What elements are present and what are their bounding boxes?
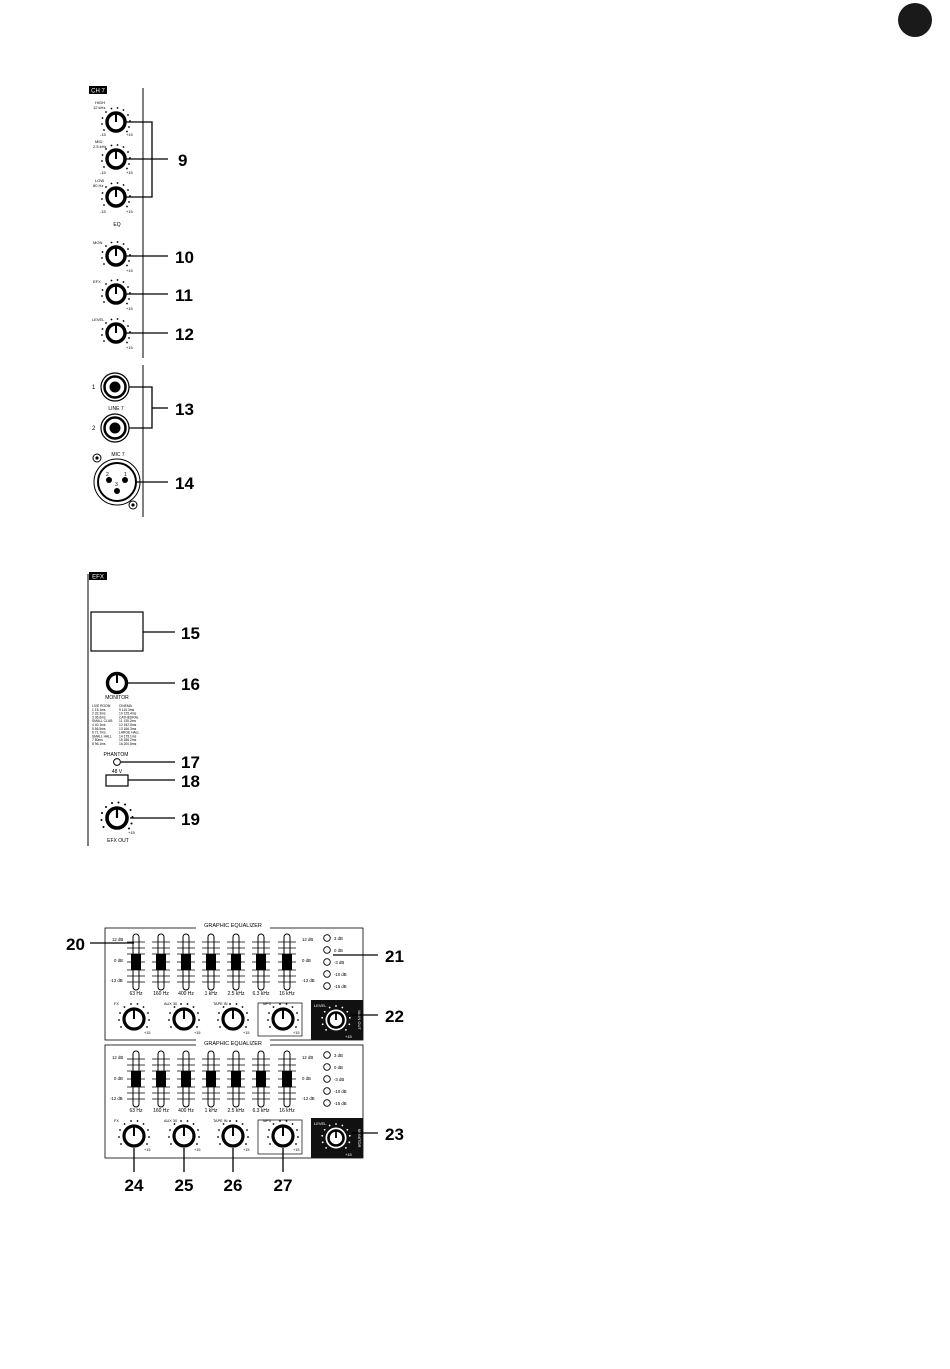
- 48v-switch[interactable]: [106, 775, 128, 786]
- knob-max-label: +15: [293, 1031, 300, 1035]
- level-max-label: +15: [345, 1034, 352, 1039]
- knob-label: AUX 30: [164, 1002, 178, 1006]
- led-label: 3 dB: [334, 935, 343, 941]
- led-label: -3 dB: [334, 1076, 345, 1082]
- preset-item: CATHEDRAL: [119, 715, 139, 720]
- scale-mid: 0 dB: [302, 958, 311, 963]
- level-led: [324, 1064, 331, 1071]
- level-led: [324, 1088, 331, 1095]
- led-label: -10 dB: [334, 1088, 347, 1094]
- preset-item: 15 186.2ms: [119, 738, 137, 743]
- callout-24: 24: [124, 1176, 144, 1195]
- band-label: 400 Hz: [178, 991, 194, 997]
- callout-25: 25: [174, 1176, 194, 1195]
- led-label: 3 dB: [334, 1052, 343, 1058]
- scale-top: 12 dB: [112, 1055, 124, 1060]
- eq-panel-title: GRAPHIC EQUALIZER: [204, 923, 262, 929]
- preset-item: 8 96.1ms: [92, 742, 106, 746]
- scale-bottom: -12 dB: [110, 978, 123, 983]
- preset-item: 5 56.5ms: [92, 726, 106, 731]
- efx-display: [91, 612, 143, 651]
- 48v-label: 48 V: [111, 769, 123, 775]
- knob-max-label: +15: [243, 1031, 250, 1035]
- knob-max-label: +15: [243, 1148, 250, 1152]
- line-label: LINE 7: [108, 406, 124, 412]
- min-label: -15: [100, 132, 106, 137]
- callout-18: 18: [181, 772, 200, 791]
- monitor-label: MONITOR: [105, 695, 129, 701]
- level-led: [324, 1076, 331, 1083]
- max-label: +15: [126, 209, 133, 214]
- band-label: 1 kHz: [204, 991, 218, 997]
- max-label: +15: [126, 132, 133, 137]
- led-label: -3 dB: [334, 959, 345, 965]
- band-label: 2.5 kHz: [227, 991, 245, 997]
- callout-15: 15: [181, 624, 200, 643]
- mon-knob[interactable]: [101, 241, 131, 266]
- callout-21: 21: [385, 947, 404, 966]
- scale-top: 12 dB: [302, 937, 314, 942]
- band-label: 160 Hz: [153, 1108, 169, 1114]
- band-label: 6.3 kHz: [252, 1108, 270, 1114]
- scale-mid: 0 dB: [302, 1076, 311, 1081]
- knob-label: AUX 30: [164, 1119, 178, 1123]
- mon-label: MON: [93, 240, 103, 245]
- high-freq: 12 kHz: [93, 105, 106, 110]
- knob-label: TAPE IN: [213, 1002, 228, 1006]
- jack-1-label: 1: [92, 385, 96, 391]
- knob-label: FX: [114, 1119, 119, 1123]
- phantom-label: PHANTOM: [103, 752, 129, 758]
- band-label: 63 Hz: [129, 991, 143, 997]
- scale-top: 12 dB: [302, 1055, 314, 1060]
- preset-item: SMALL CLUB: [92, 719, 113, 724]
- level-knob[interactable]: [101, 318, 131, 343]
- graphic-eq-panels: [66, 921, 404, 1195]
- preset-item: 13 166.3ms: [119, 726, 137, 731]
- level-led: [324, 1100, 331, 1107]
- band-label: 2.5 kHz: [227, 1108, 245, 1114]
- preset-item: 14 175.1ms: [119, 734, 137, 739]
- max-label: +15: [126, 306, 133, 311]
- callout-26: 26: [223, 1176, 243, 1195]
- mic-label: MIC 7: [111, 452, 125, 458]
- preset-item: 2 32.3ms: [92, 711, 106, 716]
- efx-out-label: EFX OUT: [107, 838, 129, 844]
- band-label: 16 kHz: [279, 1108, 295, 1114]
- band-label: 160 Hz: [153, 991, 169, 997]
- level-max-label: +15: [345, 1152, 352, 1157]
- eq-high-knob[interactable]: [101, 107, 131, 132]
- efx-out-knob[interactable]: [101, 802, 134, 830]
- band-label: 1 kHz: [204, 1108, 218, 1114]
- led-label: 0 dB: [334, 1064, 343, 1070]
- eq-panel-title: GRAPHIC EQUALIZER: [204, 1041, 262, 1047]
- preset-item: 4 40.1ms: [92, 723, 106, 727]
- preset-item: SMALL HALL: [92, 734, 112, 739]
- low-freq: 80 Hz: [93, 183, 104, 188]
- line-jack-2[interactable]: [101, 414, 129, 442]
- preset-item: 6 71.7ms: [92, 730, 106, 735]
- led-label: 0 dB: [334, 947, 343, 953]
- level-led: [324, 935, 331, 942]
- preset-item: LIVE ROOM: [92, 704, 111, 708]
- xlr-pin-label: 1: [124, 472, 127, 478]
- callout-14: 14: [175, 474, 194, 493]
- callout-20: 20: [66, 935, 85, 954]
- scale-mid: 0 dB: [114, 1076, 123, 1081]
- level-led: [324, 947, 331, 954]
- high-label: HIGH: [95, 100, 105, 105]
- mid-freq: 2.5 kHz: [93, 144, 107, 149]
- level-led: [324, 983, 331, 990]
- level-label: LEVEL: [314, 1003, 327, 1008]
- band-label: 6.3 kHz: [252, 991, 270, 997]
- eq-low-knob[interactable]: [101, 182, 131, 207]
- led-label: -15 dB: [334, 983, 347, 989]
- preset-item: 3 36.6ms: [92, 715, 106, 720]
- preset-item: 12 152.5ms: [119, 723, 137, 727]
- scale-bottom: -12 dB: [110, 1096, 123, 1101]
- callout-16: 16: [181, 675, 200, 694]
- band-label: 16 kHz: [279, 991, 295, 997]
- preset-item: 11 135.2ms: [119, 719, 136, 724]
- preset-item: LARGE HALL: [119, 730, 140, 735]
- max-label: +15: [128, 830, 135, 835]
- scale-mid: 0 dB: [114, 958, 123, 963]
- callout-22: 22: [385, 1007, 404, 1026]
- knob-label: FX: [114, 1002, 119, 1006]
- scale-top: 12 dB: [112, 937, 124, 942]
- band-label: 400 Hz: [178, 1108, 194, 1114]
- knob-max-label: +15: [144, 1031, 151, 1035]
- xlr-pin-label: 2: [106, 472, 109, 478]
- callout-10: 10: [175, 248, 194, 267]
- monitor-knob[interactable]: [108, 674, 127, 693]
- knob-label: MP3: [263, 1002, 271, 1006]
- mid-label: MID: [95, 139, 103, 144]
- max-label: +15: [126, 268, 133, 273]
- line-jack-1[interactable]: [101, 373, 129, 401]
- callout-13: 13: [175, 400, 194, 419]
- low-label: LOW: [95, 178, 105, 183]
- min-label: -15: [100, 209, 106, 214]
- scale-bottom: -12 dB: [302, 1096, 315, 1101]
- eq-label: EQ: [113, 222, 121, 228]
- min-label: -15: [100, 170, 106, 175]
- ch7-tag-text: CH 7: [91, 88, 105, 95]
- knob-label: TAPE IN: [213, 1119, 228, 1123]
- callout-23: 23: [385, 1125, 404, 1144]
- level-led: [324, 959, 331, 966]
- callout-12: 12: [175, 325, 194, 344]
- callout-17: 17: [181, 753, 200, 772]
- efx-send-knob[interactable]: [101, 279, 131, 304]
- preset-item: CINEMA: [119, 704, 132, 708]
- preset-item: 1 15.1ms: [92, 707, 106, 712]
- level-label: LEVEL: [92, 317, 105, 322]
- knob-max-label: +15: [144, 1148, 151, 1152]
- efx-tag-text: EFX: [92, 574, 104, 581]
- level-label: LEVEL: [314, 1121, 327, 1126]
- knob-label: MP3: [263, 1119, 271, 1123]
- callout-9: 9: [178, 151, 188, 170]
- bus-label: MONITOR: [357, 1128, 362, 1148]
- preset-item: 9 110.3ms: [119, 707, 135, 712]
- preset-item: 7 80ms: [92, 738, 103, 743]
- callout-19: 19: [181, 810, 200, 829]
- max-label: +15: [126, 345, 133, 350]
- preset-item: 10 125.4ms: [119, 711, 137, 716]
- scale-bottom: -12 dB: [302, 978, 315, 983]
- callout-bracket: [129, 387, 152, 428]
- preset-list-left: [92, 704, 113, 746]
- max-label: +15: [126, 170, 133, 175]
- level-led: [324, 1052, 331, 1059]
- ch7-strip: [89, 86, 194, 517]
- level-led: [324, 971, 331, 978]
- efx-section: [88, 572, 200, 846]
- led-label: -10 dB: [334, 971, 347, 977]
- bus-label: MAIN OUT: [357, 1010, 362, 1030]
- preset-list-right: [119, 704, 140, 746]
- band-label: 63 Hz: [129, 1108, 143, 1114]
- xlr-pin-label: 3: [115, 482, 118, 488]
- jack-2-label: 2: [92, 426, 96, 432]
- phantom-led: [114, 759, 121, 766]
- preset-item: 16 200.8ms: [119, 742, 137, 746]
- knob-max-label: +15: [293, 1148, 300, 1152]
- knob-max-label: +15: [194, 1031, 201, 1035]
- led-label: -15 dB: [334, 1100, 347, 1106]
- page-marker: [898, 3, 932, 37]
- efx-send-label: EFX: [93, 279, 101, 284]
- callout-27: 27: [273, 1176, 293, 1195]
- callout-11: 11: [175, 286, 193, 305]
- knob-max-label: +15: [194, 1148, 201, 1152]
